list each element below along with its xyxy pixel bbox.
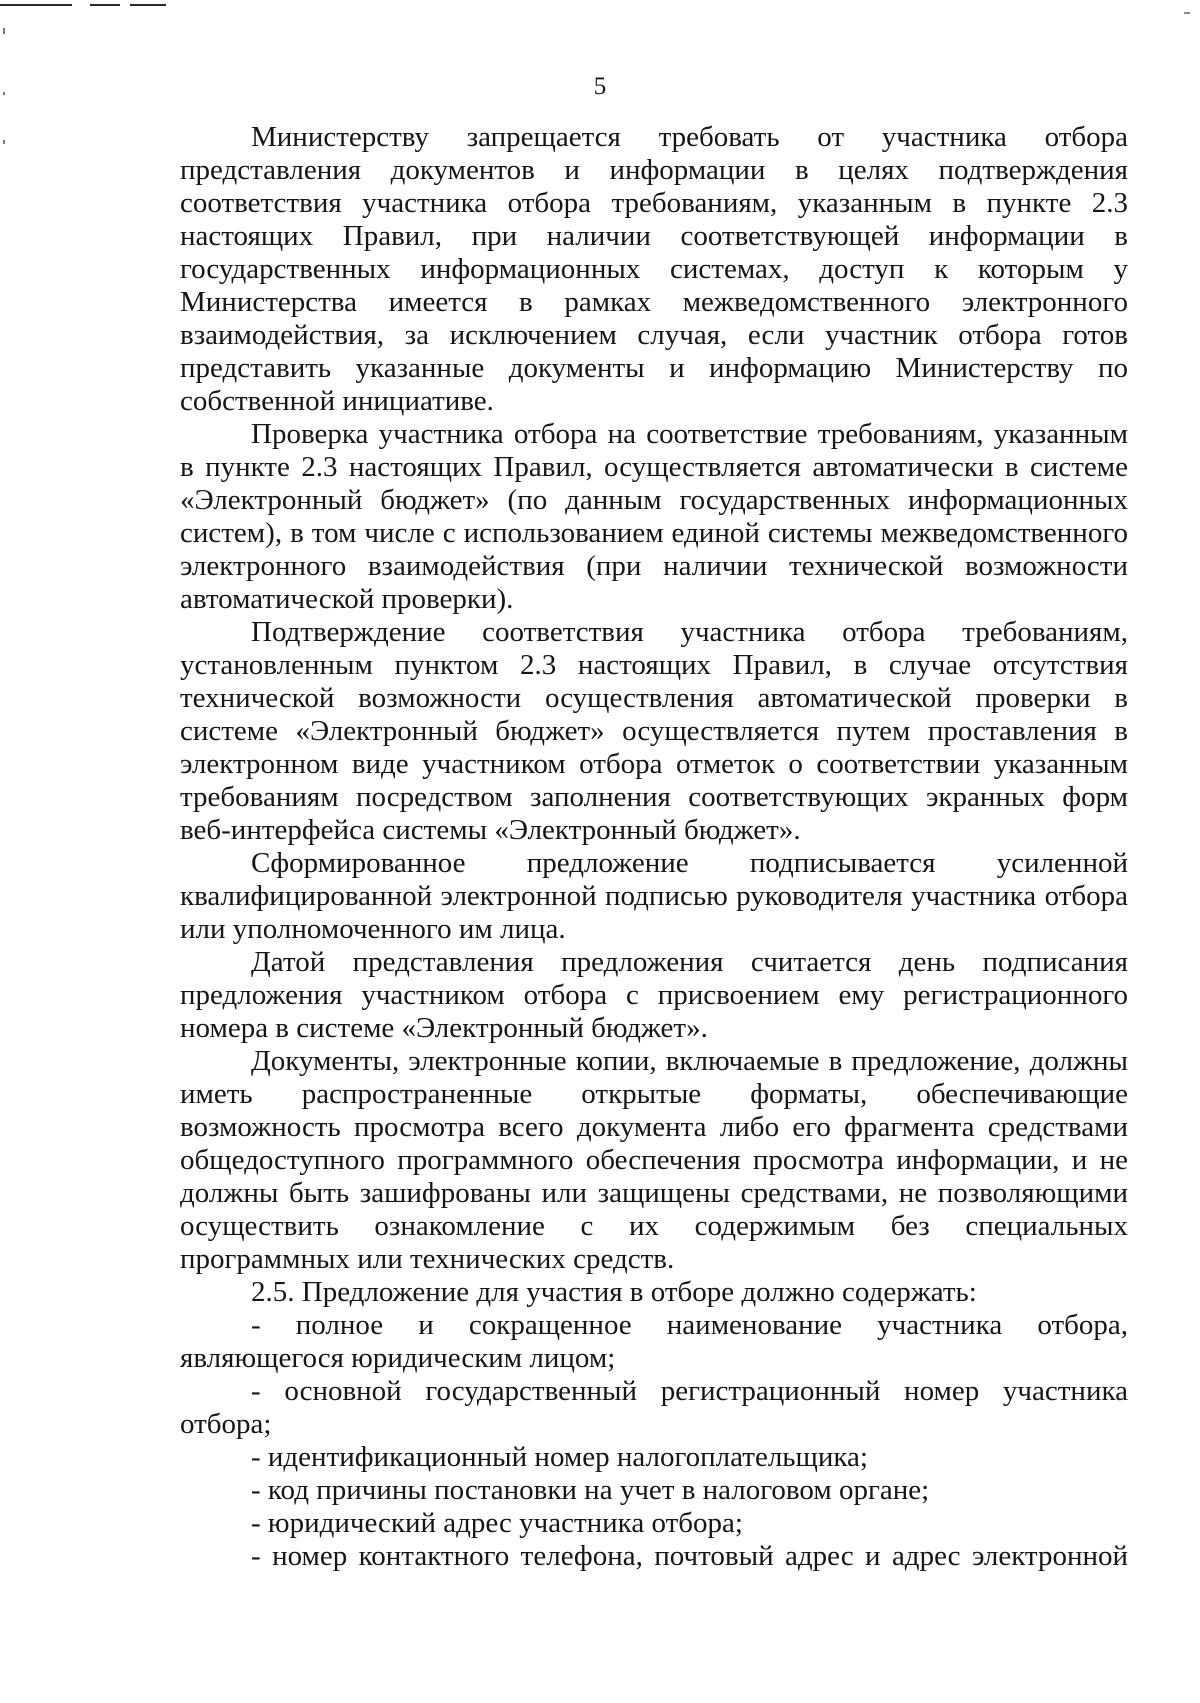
list-item-legal-address: - юридический адрес участника отбора;: [251, 1507, 743, 1539]
scan-speck: [3, 140, 5, 144]
document-body: [180, 121, 1128, 1573]
scan-speck: [1184, 12, 1190, 14]
list-item-inn: - идентификационный номер налогоплательщика;: [251, 1441, 868, 1473]
paragraph-signature: Сформированное предложение подписывается усиленной квалифицированной электронной подписью руководителя участника отбора или уполномоченного им лица.: [180, 847, 1128, 945]
scan-speck: [3, 28, 5, 34]
paragraph-submission-date: Датой представления предложения считается день подписания предложения участником отбора с присвоением ему регистрационного номера в системе «Электронный бюджет».: [180, 946, 1128, 1044]
scan-edge-mark: [90, 4, 120, 6]
paragraph-compliance-confirmation: Подтверждение соответствия участника отбора требованиям, установленным пунктом 2.3 настоящих Правил, в случае отсутствия технической возможности осуществления автоматической проверки в системе «Электронный бюджет» осуществляется путем проставления в электронном виде участником отбора отметок о соответствии указанным требованиям посредством заполнения соответствующих экранных форм веб-интерфейса системы «Электронный бюджет».: [180, 616, 1128, 846]
paragraph-document-formats: Документы, электронные копии, включаемые в предложение, должны иметь распространенные открытые форматы, обеспечивающие возможность просмотра всего документа либо его фрагмента средствами общедоступного программного обеспечения просмотра информации, и не должны быть зашифрованы или защищены средствами, не позволяющими осуществить ознакомление с их содержимым без специальных программных или технических средств.: [180, 1045, 1128, 1275]
list-item-kpp: - код причины постановки на учет в налоговом органе;: [251, 1474, 930, 1506]
list-item-contacts: - номер контактного телефона, почтовый адрес и адрес электронной: [251, 1540, 1128, 1572]
scan-edge-mark: [0, 4, 72, 6]
list-item-name: - полное и сокращенное наименование участника отбора, являющегося юридическим лицом;: [180, 1309, 1128, 1374]
paragraph-automatic-check: Проверка участника отбора на соответствие требованиям, указанным в пункте 2.3 настоящих Правил, осуществляется автоматически в системе «Электронный бюджет» (по данным государственных информационных систем), в том числе с использованием единой системы межведомственного электронного взаимодействия (при наличии технической возможности автоматической проверки).: [180, 418, 1128, 615]
paragraph-section-2-5: 2.5. Предложение для участия в отборе должно содержать:: [251, 1276, 977, 1308]
page-number: 5: [593, 73, 607, 100]
scan-edge-mark: [130, 4, 166, 6]
paragraph-ministry-prohibition: Министерству запрещается требовать от участника отбора представления документов и информации в целях подтверждения соответствия участника отбора требованиям, указанным в пункте 2.3 настоящих Правил, при наличии соответствующей информации в государственных информационных системах, доступ к которым у Министерства имеется в рамках межведомственного электронного взаимодействия, за исключением случая, если участник отбора готов представить указанные документы и информацию Министерству по собственной инициативе.: [180, 121, 1128, 417]
list-item-ogrn: - основной государственный регистрационный номер участника отбора;: [180, 1375, 1128, 1440]
